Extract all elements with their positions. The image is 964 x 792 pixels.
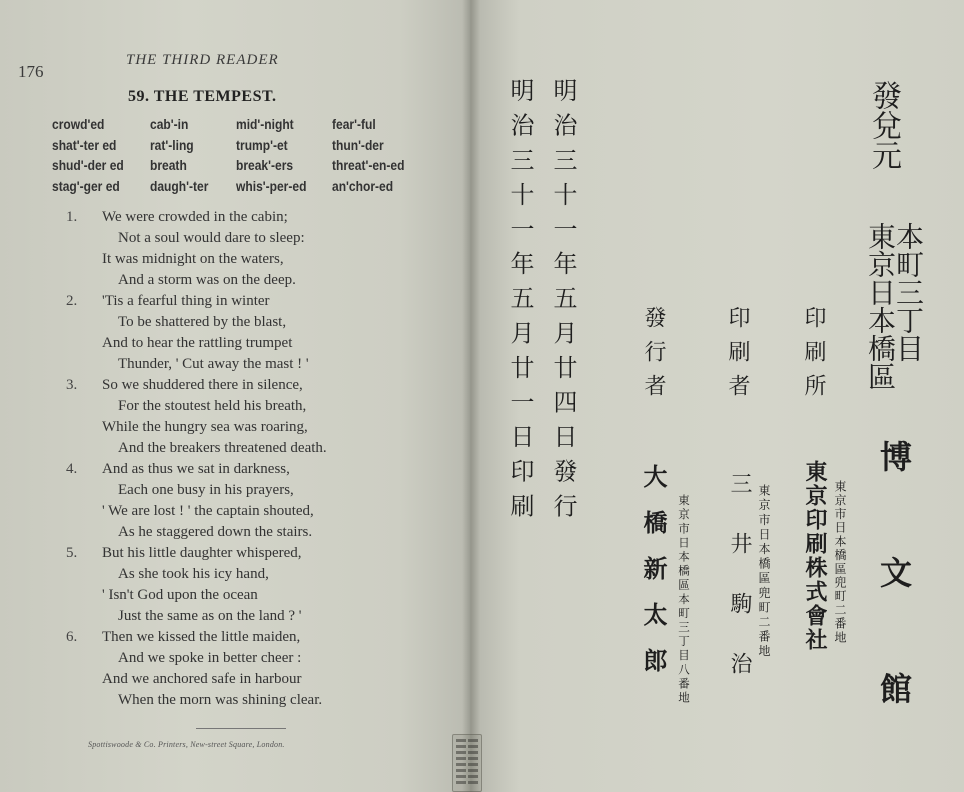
verse-line: It was midnight on the waters,	[102, 251, 284, 267]
verse-line: As he staggered down the stairs.	[118, 524, 313, 540]
verse-line: And a storm was on the deep.	[118, 272, 296, 288]
stanza	[66, 375, 406, 459]
verse-line: While the hungry sea was roaring,	[102, 419, 308, 435]
printing-office-role: 印刷所	[801, 306, 826, 408]
stanza-number: 4.	[66, 461, 78, 477]
footer-rule	[196, 728, 286, 729]
printer-role: 印刷者	[725, 306, 750, 408]
verse-line: When the morn was shining clear.	[118, 692, 323, 708]
verse-line: ' We are lost ! ' the captain shouted,	[102, 503, 314, 519]
stanza-number: 6.	[66, 629, 78, 645]
verse-line: And we anchored safe in harbour	[102, 671, 302, 687]
verse-line: 'Tis a fearful thing in winter	[102, 293, 270, 309]
verse-line: As she took his icy hand,	[118, 566, 269, 582]
verse-line: And we spoke in better cheer :	[118, 650, 302, 666]
stanza	[66, 291, 406, 375]
vocabulary-column	[236, 114, 318, 196]
vocabulary-word: breath	[150, 157, 187, 173]
verse-line: But his little daughter whispered,	[102, 545, 302, 561]
vocabulary-word: thun'-der	[332, 136, 384, 153]
vocabulary-word: trump'-et	[236, 136, 288, 153]
vocabulary-word: stag'-ger ed	[52, 177, 120, 194]
verse-line: Thunder, ' Cut away the mast ! '	[118, 356, 309, 372]
verse-line: And to hear the rattling trumpet	[102, 335, 293, 351]
page-number: 176	[18, 62, 44, 81]
stanza	[66, 543, 406, 627]
vocabulary-word: rat'-ling	[150, 136, 194, 153]
verse-line: Just the same as on the land ? '	[118, 608, 302, 624]
verse-line: So we shuddered there in silence,	[102, 377, 303, 393]
verse-line: Each one busy in his prayers,	[118, 482, 294, 498]
vocabulary-word: shud'-der ed	[52, 157, 124, 173]
left-page	[0, 0, 470, 792]
book-gutter	[462, 0, 480, 792]
verse-line: We were crowded in the cabin;	[102, 209, 288, 225]
vocabulary-word: cab'-in	[150, 116, 189, 132]
publisher-address-line: 東京日本橋區	[864, 222, 897, 390]
issuer-name: 大橋新太郎	[639, 464, 668, 694]
vocabulary-column	[332, 114, 416, 196]
verse-line: And as thus we sat in darkness,	[102, 461, 290, 477]
running-head: THE THIRD READER	[126, 52, 279, 68]
printer-address: 東京市日本橋區兜町二番地	[757, 484, 771, 660]
vocabulary-word: crowd'ed	[52, 116, 105, 132]
verse-line: For the stoutest held his breath,	[118, 398, 307, 414]
printer-imprint: Spottiswoode & Co. Printers, New-street Square, London.	[88, 740, 285, 749]
verse-line: To be shattered by the blast,	[118, 314, 287, 330]
publisher-name: 博文館	[875, 440, 913, 788]
vocabulary-word: fear'-ful	[332, 116, 376, 132]
stanza-number: 2.	[66, 293, 78, 309]
printing-office-name: 東京印刷株式會社	[802, 460, 828, 652]
verse-line: Not a soul would dare to sleep:	[118, 230, 305, 246]
issuer-address: 東京市日本橋區本町三丁目八番地	[677, 494, 691, 706]
vocabulary-word: shat'-ter ed	[52, 136, 117, 153]
printer-name: 三井駒治	[727, 472, 752, 712]
vocabulary-word: threat'-en-ed	[332, 157, 405, 173]
publisher-address-line: 本町三丁目	[892, 222, 925, 362]
vocabulary-word: mid'-night	[236, 116, 294, 132]
vocabulary-word: whis'-per-ed	[236, 177, 307, 194]
publisher-role: 發兌元	[866, 80, 901, 170]
stanza	[66, 207, 406, 291]
stanza	[66, 459, 406, 543]
printing-date: 明治三十一年五月廿一日印刷	[506, 78, 534, 528]
verse-line: Then we kissed the little maiden,	[102, 629, 301, 645]
printing-office-address: 東京市日本橋區兜町二番地	[833, 480, 847, 645]
vocabulary-word: daugh'-ter	[150, 177, 209, 194]
lesson-title: 59. THE TEMPEST.	[128, 88, 277, 105]
stanza-number: 1.	[66, 209, 78, 225]
poem	[66, 207, 406, 711]
verse-line: ' Isn't God upon the ocean	[102, 587, 258, 603]
stanza	[66, 627, 406, 711]
vocabulary-word: an'chor-ed	[332, 177, 394, 194]
vocabulary-column	[52, 114, 135, 196]
issue-date: 明治三十一年五月廿四日發行	[549, 78, 577, 528]
vocabulary-word: break'-ers	[236, 157, 294, 173]
stanza-number: 3.	[66, 377, 78, 393]
library-stamp-icon	[452, 734, 482, 792]
stanza-number: 5.	[66, 545, 78, 561]
verse-line: And the breakers threatened death.	[118, 440, 327, 456]
issuer-role: 發行者	[641, 306, 666, 408]
vocabulary-column	[150, 114, 218, 196]
